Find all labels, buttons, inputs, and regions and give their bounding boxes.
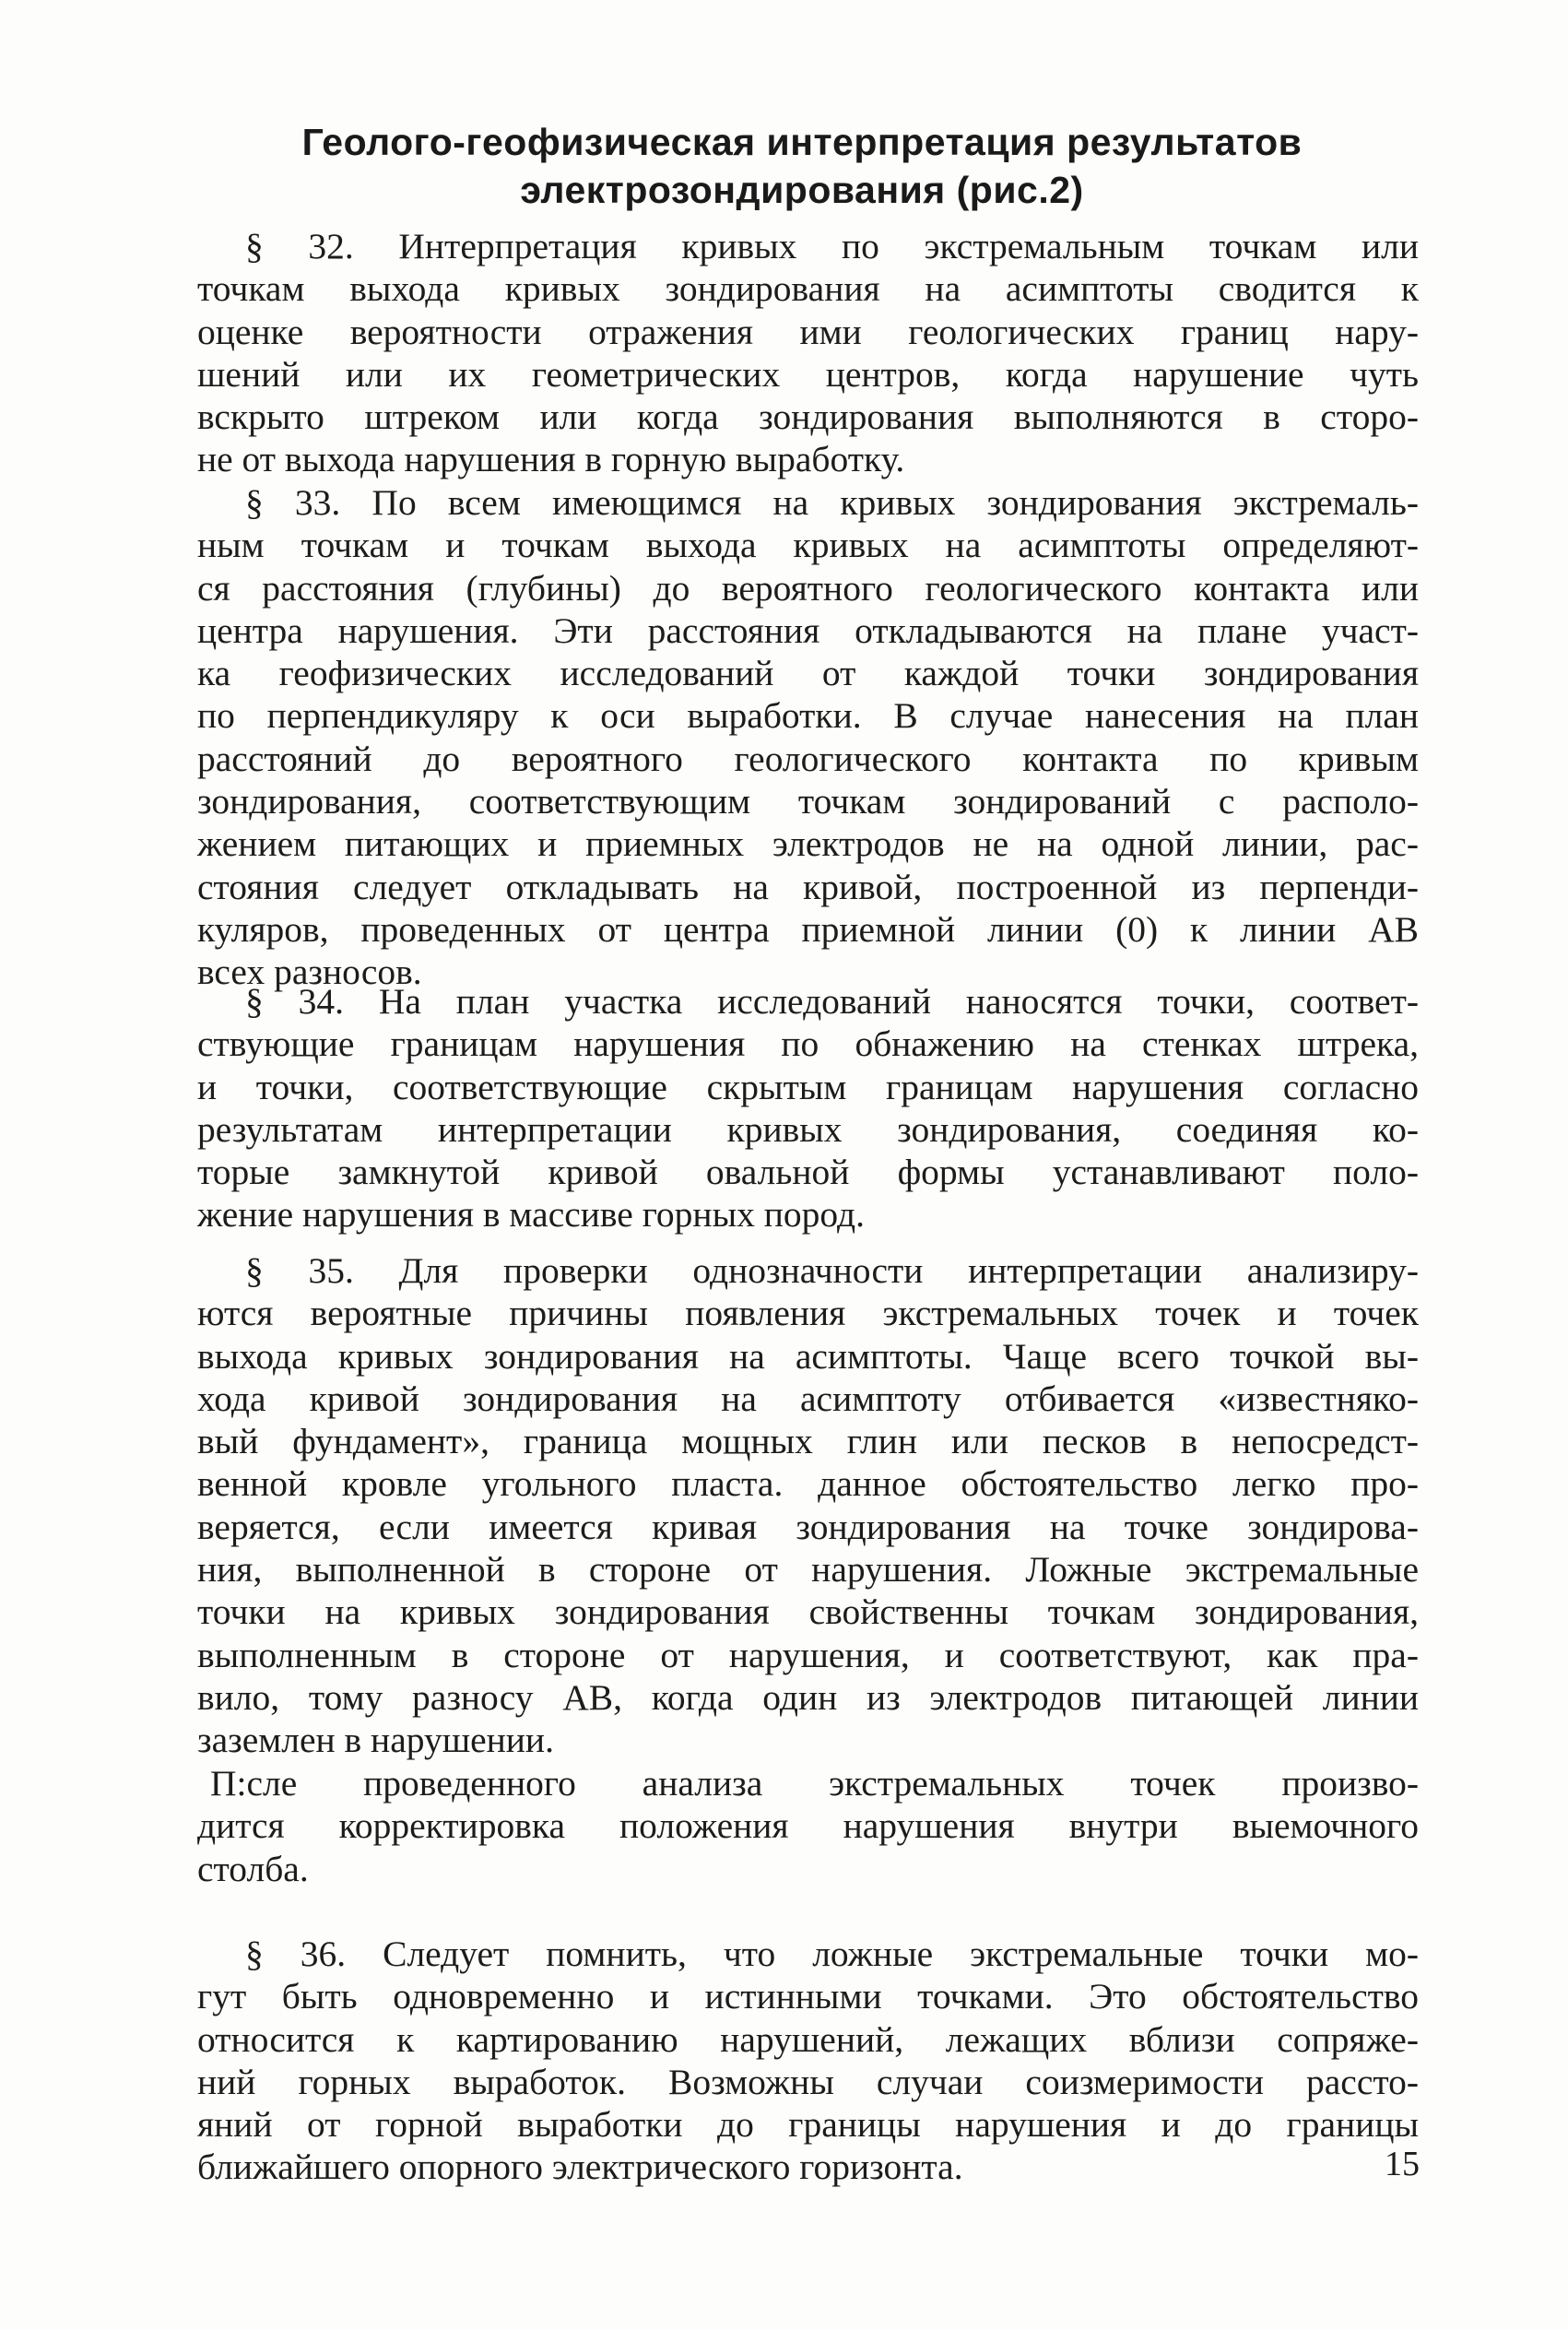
text-line: веряется, если имеется кривая зондирования на точке зондирова- <box>197 1506 1419 1547</box>
text-line: ближайшего опорного электрического горизонта. <box>197 2147 963 2188</box>
section-heading <box>184 118 1420 214</box>
text-line: расстояний до вероятного геологического контакта по кривым <box>197 738 1419 779</box>
text-line: торые замкнутой кривой овальной формы устанавливают поло- <box>197 1152 1419 1193</box>
text-line: ся расстояния (глубины) до вероятного геологического контакта или <box>197 567 1419 609</box>
paragraph-33 <box>197 481 1419 994</box>
text-line: ния, выполненной в стороне от нарушения. Ложные экстремальные <box>197 1549 1419 1591</box>
paragraph-35 <box>197 1249 1419 1762</box>
text-line: гут быть одновременно и истинными точками. Это обстоятельство <box>197 1976 1419 2017</box>
paragraph-34 <box>197 980 1419 1236</box>
text-line: жение нарушения в массиве горных пород. <box>197 1194 865 1236</box>
text-line: ка геофизических исследований от каждой точки зондирования <box>197 653 1419 694</box>
text-line: вый фундамент», граница мощных глин или песков в непосредст- <box>197 1421 1419 1462</box>
text-line: оценке вероятности отражения ими геологических границ нару- <box>197 311 1419 352</box>
text-line: точкам выхода кривых зондирования на асимптоты сводится к <box>197 268 1419 310</box>
text-line: ствующие границам нарушения по обнажению на стенках штрека, <box>197 1023 1419 1065</box>
text-line: стояния следует откладывать на кривой, построенной из перпенди- <box>197 866 1419 907</box>
text-line: § 33. По всем имеющимся на кривых зондирования экстремаль- <box>245 482 1419 523</box>
text-line: П:сле проведенного анализа экстремальных точек произво- <box>210 1763 1419 1804</box>
text-line: шений или их геометрических центров, когда нарушение чуть <box>197 353 1419 395</box>
paragraph-32 <box>197 225 1419 481</box>
text-line: не от выхода нарушения в горную выработку. <box>197 439 905 480</box>
text-line: хода кривой зондирования на асимптоту отбивается «известняко- <box>197 1378 1419 1419</box>
text-line: § 36. Следует помнить, что ложные экстремальные точки мо- <box>245 1934 1419 1974</box>
page-number: 15 <box>1385 2145 1420 2183</box>
text-line: всех разносов. <box>197 952 422 993</box>
text-line: § 35. Для проверки однозначности интерпретации анализиру- <box>245 1250 1419 1291</box>
text-line: по перпендикуляру к оси выработки. В случае нанесения на план <box>197 695 1419 737</box>
text-line: заземлен в нарушении. <box>197 1720 554 1761</box>
text-line: венной кровле угольного пласта. данное обстоятельство легко про- <box>197 1463 1419 1505</box>
paragraph-36 <box>197 1933 1419 2189</box>
text-line: жением питающих и приемных электродов не на одной линии, рас- <box>197 823 1419 865</box>
text-line: точки на кривых зондирования свойственны точкам зондирования, <box>197 1591 1419 1633</box>
text-line: ний горных выработок. Возможны случаи соизмеримости рассто- <box>197 2061 1419 2102</box>
text-line: выполненным в стороне от нарушения, и соответствуют, как пра- <box>197 1634 1419 1675</box>
text-line: вскрыто штреком или когда зондирования выполняются в сторо- <box>197 396 1419 438</box>
text-line: столба. <box>197 1848 309 1889</box>
text-line: ются вероятные причины появления экстремальных точек и точек <box>197 1293 1419 1334</box>
text-line: яний от горной выработки до границы нарушения и до границы <box>197 2104 1419 2146</box>
text-line: ным точкам и точкам выхода кривых на асимптоты определяют- <box>197 525 1419 566</box>
text-line: вило, тому разносу АВ, когда один из электродов питающей линии <box>197 1676 1419 1718</box>
text-line: выхода кривых зондирования на асимптоты. Чаще всего точкой вы- <box>197 1335 1419 1377</box>
heading-line-1: Геолого-геофизическая интерпретация результатов <box>301 121 1303 163</box>
text-line: зондирования, соответствующим точкам зондирований с располо- <box>197 781 1419 822</box>
text-line: дится корректировка положения нарушения внутри выемочного <box>197 1805 1419 1847</box>
text-line: куляров, проведенных от центра приемной линии (0) к линии АВ <box>197 908 1419 950</box>
text-line: центра нарушения. Эти расстояния откладываются на плане участ- <box>197 609 1419 651</box>
text-line: § 34. На план участка исследований наносятся точки, соответ- <box>245 981 1419 1022</box>
text-line: результатам интерпретации кривых зондирования, соединяя ко- <box>197 1108 1419 1150</box>
text-line: и точки, соответствующие скрытым границам нарушения согласно <box>197 1066 1419 1107</box>
paragraph-after-analysis <box>197 1762 1419 1890</box>
text-line: относится к картированию нарушений, лежащих вблизи сопряже- <box>197 2018 1419 2060</box>
text-line: § 32. Интерпретация кривых по экстремальным точкам или <box>245 226 1419 266</box>
heading-line-2: электрозондирования (рис.2) <box>520 169 1084 211</box>
